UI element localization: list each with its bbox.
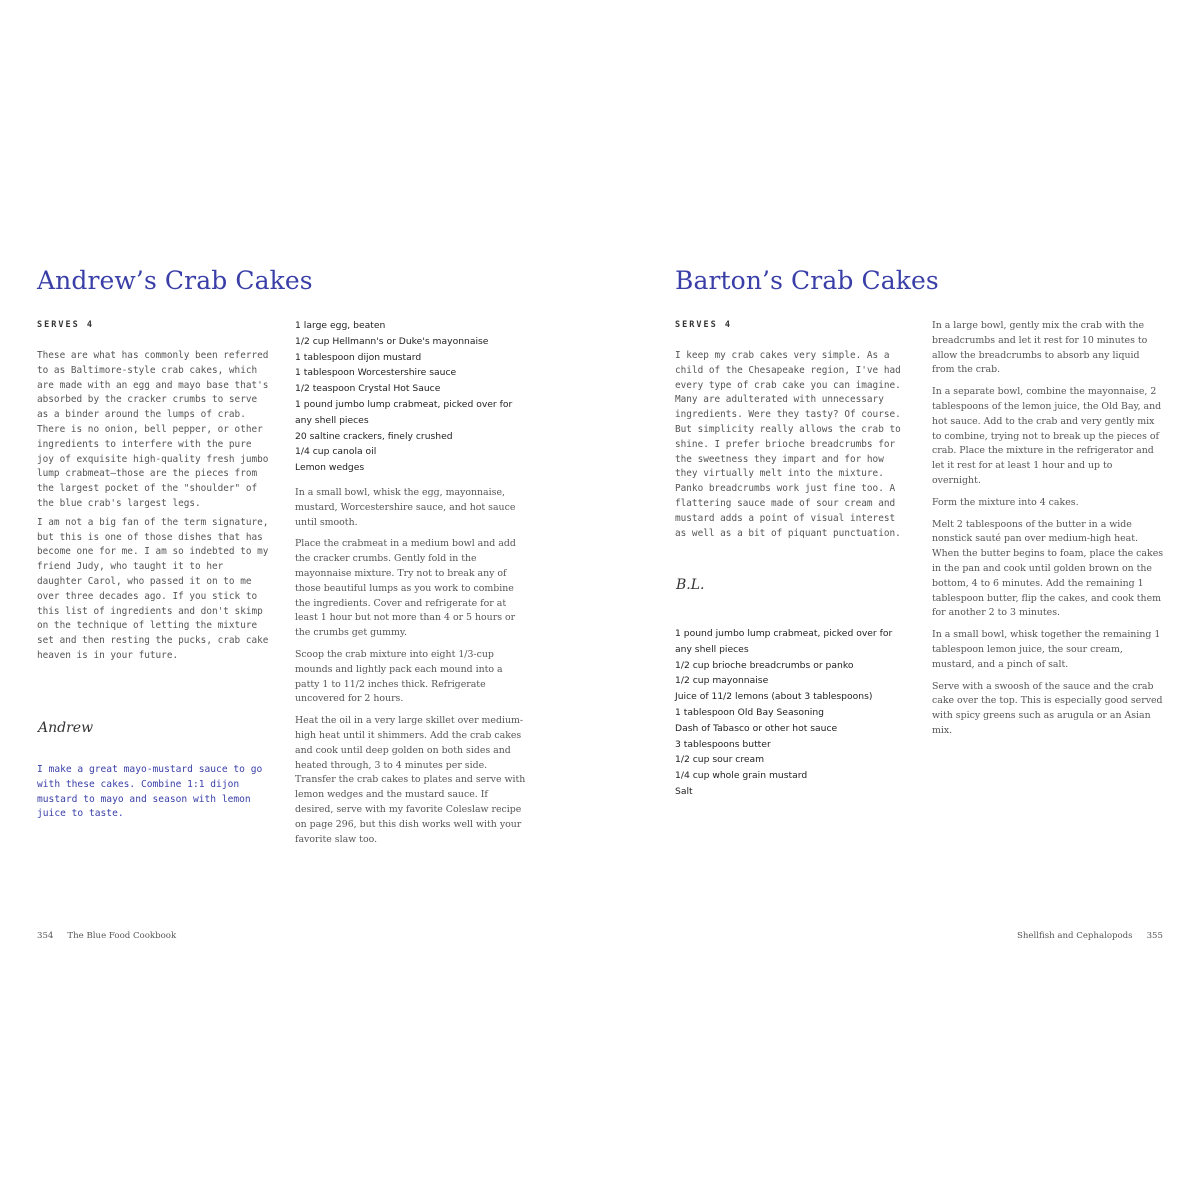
ingredient-item: 1/4 cup whole grain mustard [675, 770, 808, 782]
ingredient-item: 1 pound jumbo lump crabmeat, picked over for any shell pieces [295, 398, 513, 426]
right-intro [675, 349, 907, 549]
right-page-footer [1017, 931, 1163, 941]
method-step: In a small bowl, whisk together the remaining 1 tablespoon lemon juice, the sour cream, mustard, and a pinch of salt. [932, 629, 1161, 670]
ingredient-item: 1 tablespoon Worcestershire sauce [295, 367, 457, 379]
book-title: The Blue Food Cookbook [67, 931, 177, 941]
method-step: Scoop the crab mixture into eight 1/3-cup mounds and lightly pack each mound into a patty 1 to 11/2 inches thick. Refrigerate uncovered for 2 hours. [295, 648, 503, 705]
left-tip-note: I make a great mayo-mustard sauce to go with these cakes. Combine 1:1 dijon mustard to mayo and season with lemon juice to taste. [37, 764, 263, 820]
ingredient-item: 1/2 cup Hellmann's or Duke's mayonnaise [295, 335, 489, 347]
method-step: Form the mixture into 4 cakes. [932, 496, 1079, 508]
left-intro [37, 349, 269, 672]
ingredient-item: Dash of Tabasco or other hot sauce [675, 722, 838, 734]
ingredient-item: 1 tablespoon Old Bay Seasoning [675, 706, 825, 718]
left-intro-paragraph-1: These are what has commonly been referred to as Baltimore-style crab cakes, which are made with an egg and mayo base that's absorbed by the cracker crumbs to serve as a binder around the lumps of crab. There is no onion, bell pepper, or other ingredients to interfere with the pure joy of exquisite high-quality fresh jumbo lump crabmeat—those are the pieces from the largest pocket of the "shoulder" of the blue crab's largest legs. [37, 350, 269, 509]
left-intro-paragraph-2: I am not a big fan of the term signature, but this is one of those dishes that has become one for me. I am so indebted to my friend Judy, who taught it to her daughter Carol, who passed it on to me over three decades ago. If you stick to this list of ingredients and don't skimp on the technique of letting the mixture set and then resting the pucks, crab cake heaven is in your future. [37, 516, 269, 661]
ingredient-item: 3 tablespoons butter [675, 738, 771, 750]
method-step: Heat the oil in a very large skillet over medium-high heat until it shimmers. Add the crab cakes and cook until deep golden on both sides and heated through, 3 to 4 minutes per side. Transfer the crab cakes to plates and serve with lemon wedges and the mustard sauce. If desired, serve with my favorite Coleslaw recipe on page 296, but this dish works well with your favorite slaw too. [295, 715, 526, 845]
method-step: Melt 2 tablespoons of the butter in a wide nonstick sauté pan over medium-high heat. When the butter begins to foam, place the cakes in the pan and cook until golden brown on the bottom, 4 to 6 minutes. Add the remaining 1 tablespoon butter, flip the cakes, and cook them for another 2 to 3 minutes. [932, 518, 1164, 619]
ingredient-item: 1 tablespoon dijon mustard [295, 351, 422, 363]
right-signature: B.L. [676, 577, 705, 593]
right-page-number: 355 [1146, 931, 1163, 941]
left-page-footer [37, 931, 176, 941]
ingredient-item: 1/2 teaspoon Crystal Hot Sauce [295, 383, 441, 395]
ingredient-item: 1/2 cup sour cream [675, 754, 765, 766]
ingredient-item: 1 large egg, beaten [295, 320, 386, 331]
right-intro-paragraph: I keep my crab cakes very simple. As a child of the Chesapeake region, I've had every type of crab cake you can imagine. Many are adulterated with unnecessary ingredients. Were they tasty? Of course. But simplicity really allows the crab to shine. I prefer brioche breadcrumbs for the sweetness they impart and for how they virtually melt into the mixture. Panko breadcrumbs work just fine too. A flattering sauce made of sour cream and mustard adds a point of visual interest as well as a bit of piquant punctuation. [675, 350, 901, 539]
left-serves-label: SERVES 4 [37, 320, 94, 330]
right-recipe-title: Barton’s Crab Cakes [675, 266, 939, 295]
left-recipe-title: Andrew’s Crab Cakes [37, 266, 313, 295]
method-step: In a separate bowl, combine the mayonnaise, 2 tablespoons of the lemon juice, the Old Bay, and hot sauce. Add to the crab and very gently mix to combine, trying not to break up the pieces of crab. Place the mixture in the refrigerator and let it rest for at least 1 hour and up to overnight. [932, 386, 1162, 486]
method-step: Serve with a swoosh of the sauce and the crab cake over the top. This is especially good served with spicy greens such as arugula or an Asian mix. [932, 680, 1163, 736]
left-signature: Andrew [38, 720, 94, 736]
ingredient-item: 1/2 cup brioche breadcrumbs or panko [675, 659, 854, 671]
ingredient-item: Juice of 11/2 lemons (about 3 tablespoons) [675, 691, 873, 703]
ingredient-item: Salt [675, 785, 693, 797]
right-ingredient-list [675, 626, 907, 800]
section-title: Shellfish and Cephalopods [1016, 931, 1133, 941]
ingredient-item: Lemon wedges [295, 462, 365, 474]
method-step: In a small bowl, whisk the egg, mayonnaise, mustard, Worcestershire sauce, and hot sauce until smooth. [295, 487, 516, 528]
right-method [932, 319, 1164, 746]
method-step: Place the crabmeat in a medium bowl and add the cracker crumbs. Gently fold in the mayonnaise mixture. Try not to break any of those beautiful lumps as you work to combine the ingredients. Cover and refrigerate for at least 1 hour but not more than 4 or 5 hours or the crumbs get gummy. [295, 538, 516, 639]
ingredient-item: 20 saltine crackers, finely crushed [295, 430, 453, 442]
left-method [295, 486, 527, 854]
ingredient-item: 1/2 cup mayonnaise [675, 675, 769, 687]
ingredient-item: 1/4 cup canola oil [295, 446, 377, 458]
left-page-number: 354 [37, 931, 54, 941]
left-ingredient-list [295, 318, 527, 476]
ingredient-item: 1 pound jumbo lump crabmeat, picked over for any shell pieces [675, 628, 893, 655]
method-step: In a large bowl, gently mix the crab with the breadcrumbs and let it rest for 10 minutes to allow the breadcrumbs to absorb any liquid from the crab. [932, 320, 1148, 376]
right-serves-label: SERVES 4 [675, 320, 732, 330]
